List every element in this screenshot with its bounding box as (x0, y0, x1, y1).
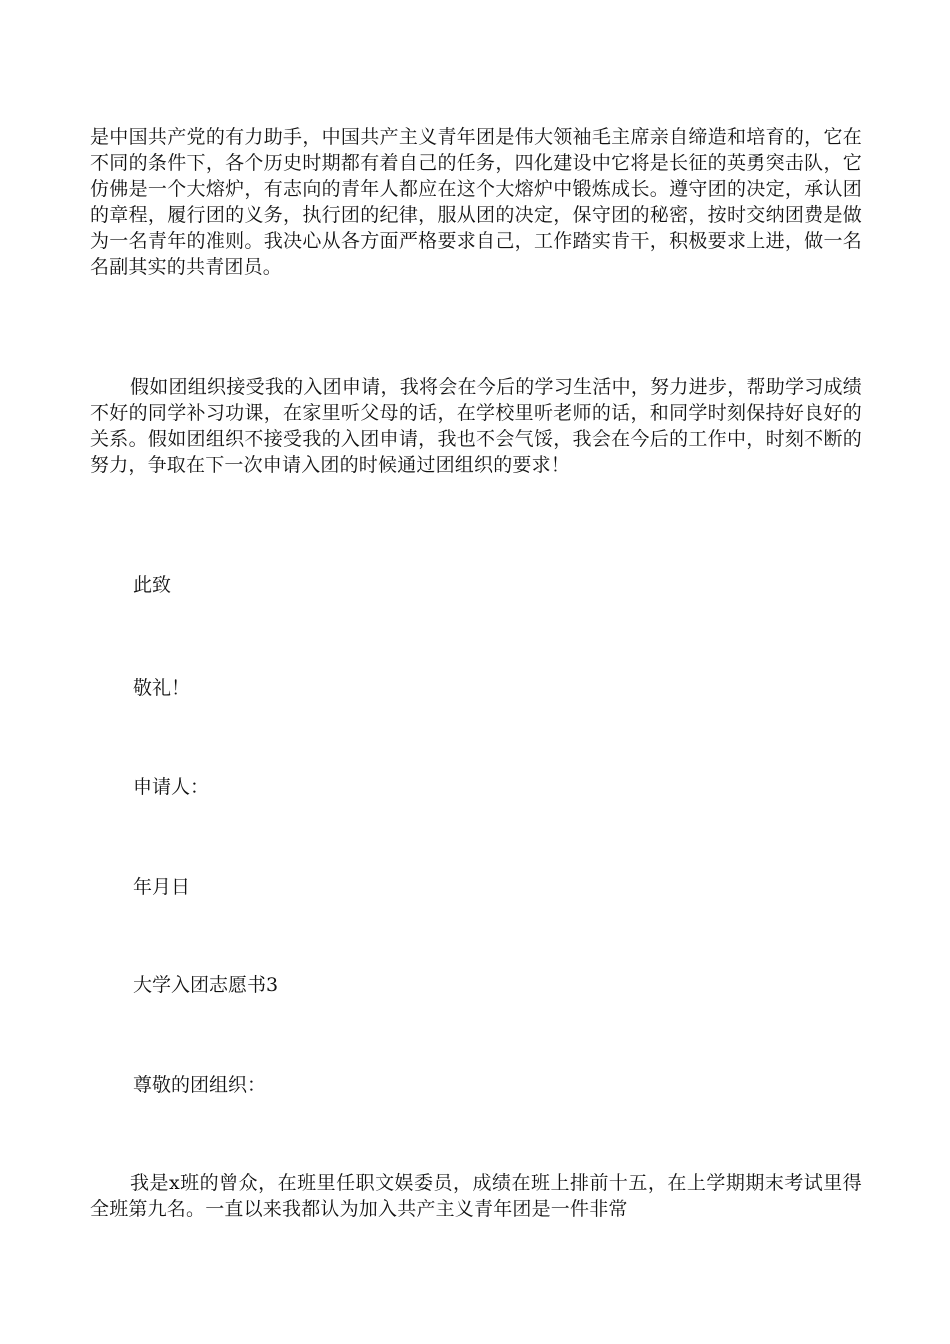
date-label: 年月日 (133, 876, 191, 898)
salutation: 尊敬的团组织： (133, 1074, 267, 1096)
applicant-label: 申请人： (133, 776, 210, 798)
paragraph-party-assistant: 是中国共产党的有力助手，中国共产主义青年团是伟大领袖毛主席亲自缔造和培育的，它在不同的条件下，各个历史时期都有着自己的任务，四化建设中它将是长征的英勇突击队，它仿佛是一个大熔炉，有志向的青年人都应在这个大熔炉中锻炼成长。遵守团的决定，承认团的章程，履行团的义务，执行团的纪律，服从团的决定，保守团的秘密，按时交纳团费是做为一名青年的准则。我决心从各方面严格要求自己，工作踏实肯干，积极要求上进，做一名名副其实的共青团员。 (90, 126, 862, 278)
closing-salutation: 此致 (133, 574, 172, 596)
closing-respect: 敬礼！ (133, 677, 191, 699)
paragraph-self-introduction: 我是x班的曾众，在班里任职文娱委员，成绩在班上排前十五，在上学期期末考试里得全班第九名。一直以来我都认为加入共产主义青年团是一件非常 (90, 1172, 862, 1220)
paragraph-application-promise: 假如团组织接受我的入团申请，我将会在今后的学习生活中，努力进步，帮助学习成绩不好的同学补习功课，在家里听父母的话，在学校里听老师的话，和同学时刻保持好良好的关系。假如团组织不接受我的入团申请，我也不会气馁，我会在今后的工作中，时刻不断的努力，争取在下一次申请入团的时候通过团组织的要求！ (90, 376, 862, 476)
section-title: 大学入团志愿书3 (133, 974, 279, 996)
